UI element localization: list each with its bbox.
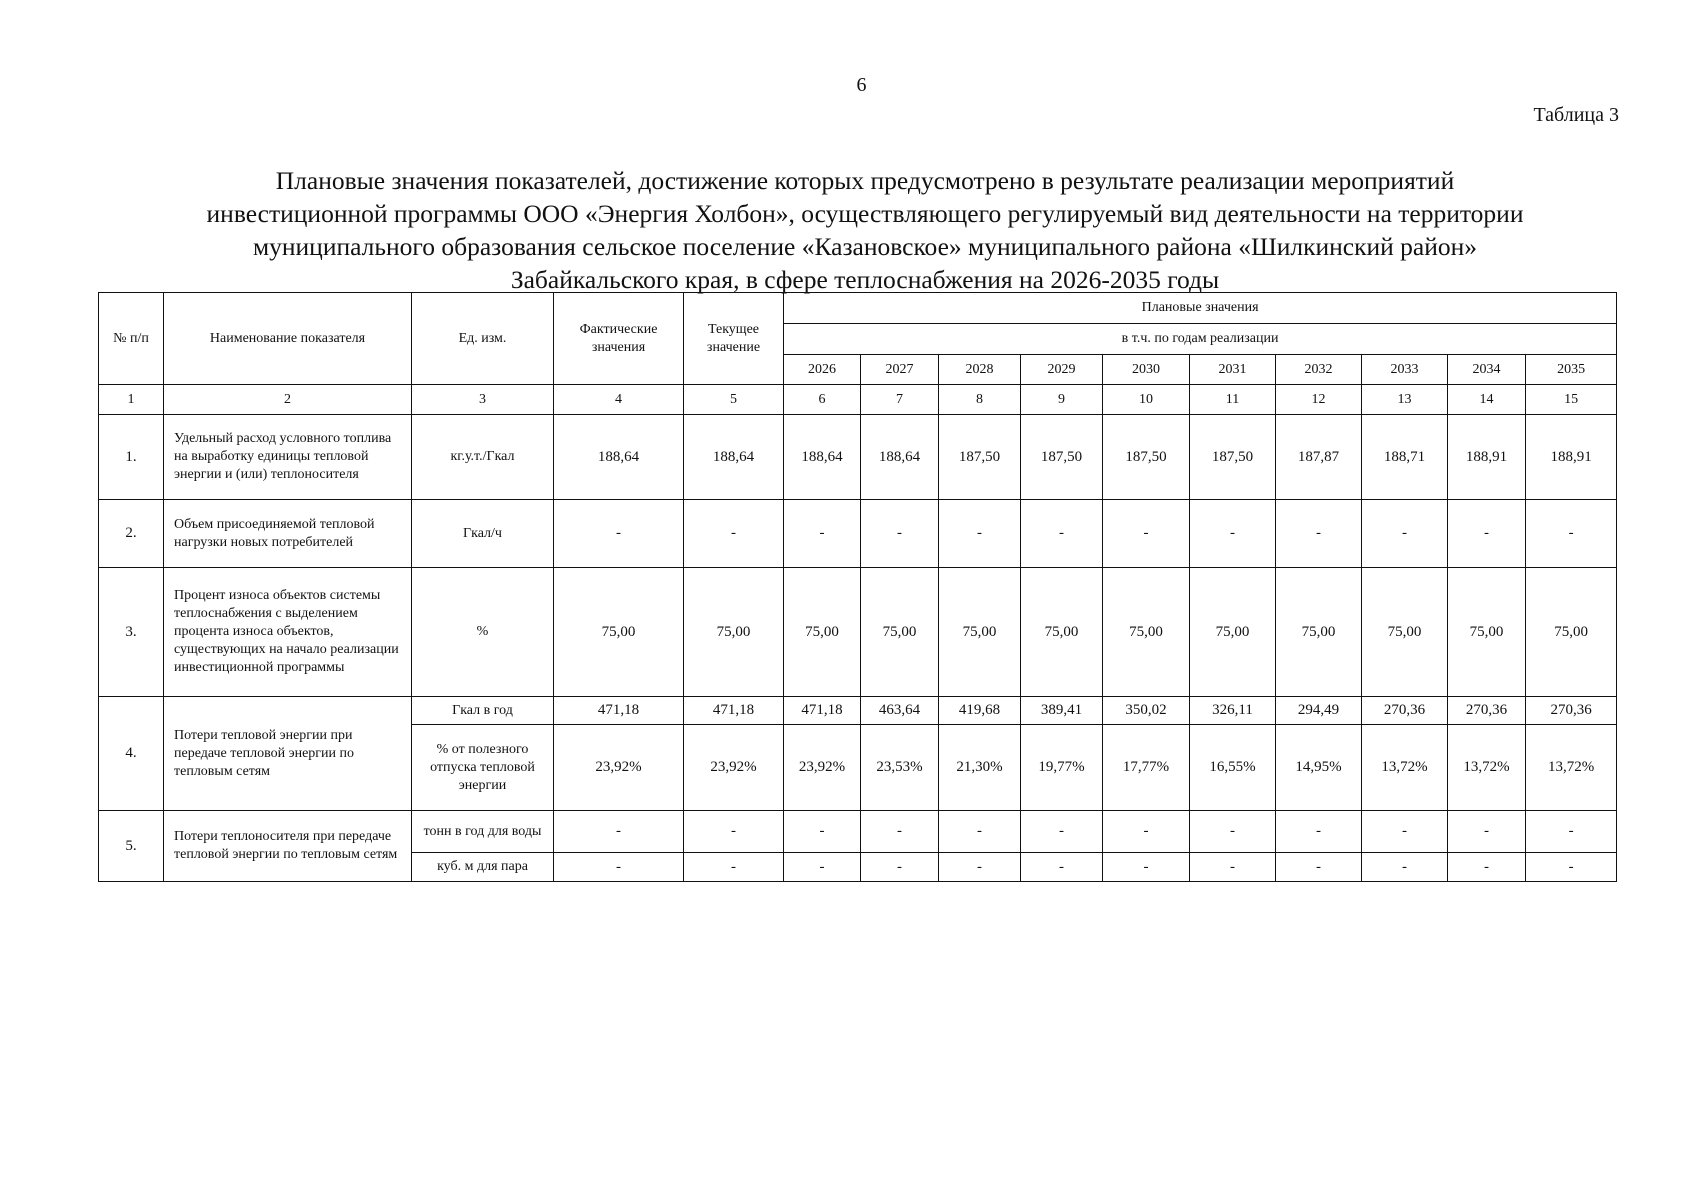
column-number: 14 — [1448, 385, 1526, 415]
header-current: Текущее значение — [684, 293, 784, 385]
year-value: 270,36 — [1448, 697, 1526, 725]
year-value: - — [1276, 853, 1362, 882]
column-number: 12 — [1276, 385, 1362, 415]
year-value: 471,18 — [784, 697, 861, 725]
year-value: 188,91 — [1526, 415, 1617, 500]
year-value: - — [1190, 500, 1276, 568]
actual-value: - — [554, 853, 684, 882]
year-value: 16,55% — [1190, 725, 1276, 811]
header-year: 2034 — [1448, 355, 1526, 385]
year-value: 23,92% — [784, 725, 861, 811]
table-row — [99, 500, 1617, 568]
year-value: 187,50 — [1190, 415, 1276, 500]
column-number: 3 — [412, 385, 554, 415]
current-value: 23,92% — [684, 725, 784, 811]
year-value: - — [861, 500, 939, 568]
year-value: - — [1448, 853, 1526, 882]
table-label: Таблица 3 — [1533, 104, 1619, 126]
year-value: 187,50 — [939, 415, 1021, 500]
year-value: 326,11 — [1190, 697, 1276, 725]
year-value: 17,77% — [1103, 725, 1190, 811]
actual-value: 188,64 — [554, 415, 684, 500]
column-number: 2 — [164, 385, 412, 415]
table-row — [99, 415, 1617, 500]
year-value: - — [784, 811, 861, 853]
actual-value: - — [554, 500, 684, 568]
year-value: - — [1276, 500, 1362, 568]
unit-cell: кг.у.т./Гкал — [412, 415, 554, 500]
column-number-row — [99, 385, 1617, 415]
header-year: 2030 — [1103, 355, 1190, 385]
column-number: 15 — [1526, 385, 1617, 415]
header-year: 2032 — [1276, 355, 1362, 385]
year-value: 75,00 — [1021, 568, 1103, 697]
page-number: 6 — [856, 74, 867, 96]
row-number: 1. — [99, 415, 164, 500]
header-year: 2026 — [784, 355, 861, 385]
unit-cell: Гкал/ч — [412, 500, 554, 568]
column-number: 1 — [99, 385, 164, 415]
title-line: Забайкальского края, в сфере теплоснабжения на 2026-2035 годы — [510, 265, 1220, 294]
year-value: - — [1103, 811, 1190, 853]
year-value: - — [1276, 811, 1362, 853]
actual-value: 471,18 — [554, 697, 684, 725]
year-value: - — [1362, 811, 1448, 853]
indicator-name: Объем присоединяемой тепловой нагрузки новых потребителей — [164, 500, 412, 568]
year-value: 75,00 — [784, 568, 861, 697]
unit-cell: Гкал в год — [412, 697, 554, 725]
column-number: 7 — [861, 385, 939, 415]
unit-cell: куб. м для пара — [412, 853, 554, 882]
unit-cell: % — [412, 568, 554, 697]
header-num: № п/п — [99, 293, 164, 385]
year-value: 389,41 — [1021, 697, 1103, 725]
year-value: 23,53% — [861, 725, 939, 811]
current-value: - — [684, 853, 784, 882]
title-line: Плановые значения показателей, достижение которых предусмотрено в результате реализации мероприятий — [275, 166, 1455, 195]
column-number: 13 — [1362, 385, 1448, 415]
header-row — [99, 293, 1617, 324]
indicator-name: Потери теплоносителя при передаче тепловой энергии по тепловым сетям — [164, 811, 412, 882]
year-value: - — [1190, 811, 1276, 853]
year-value: 187,87 — [1276, 415, 1362, 500]
year-value: - — [1103, 500, 1190, 568]
year-value: - — [1448, 811, 1526, 853]
header-year: 2033 — [1362, 355, 1448, 385]
year-value: 13,72% — [1448, 725, 1526, 811]
header-year: 2028 — [939, 355, 1021, 385]
actual-value: - — [554, 811, 684, 853]
year-value: 270,36 — [1526, 697, 1617, 725]
header-planned: Плановые значения — [784, 293, 1617, 324]
year-value: 188,64 — [861, 415, 939, 500]
year-value: - — [784, 500, 861, 568]
year-value: 188,91 — [1448, 415, 1526, 500]
current-value: 75,00 — [684, 568, 784, 697]
year-value: 21,30% — [939, 725, 1021, 811]
header-by-years: в т.ч. по годам реализации — [784, 324, 1617, 355]
table-row — [99, 568, 1617, 697]
year-value: - — [939, 853, 1021, 882]
header-name: Наименование показателя — [164, 293, 412, 385]
year-value: 14,95% — [1276, 725, 1362, 811]
year-value: 75,00 — [1103, 568, 1190, 697]
indicator-name: Процент износа объектов системы теплоснабжения с выделением процента износа объектов, существующих на начало реализации инвестиционной программы — [164, 568, 412, 697]
table-row — [99, 697, 1617, 725]
row-number: 3. — [99, 568, 164, 697]
column-number: 11 — [1190, 385, 1276, 415]
year-value: 13,72% — [1362, 725, 1448, 811]
column-number: 10 — [1103, 385, 1190, 415]
header-year: 2027 — [861, 355, 939, 385]
year-value: 188,71 — [1362, 415, 1448, 500]
indicator-name: Потери тепловой энергии при передаче тепловой энергии по тепловым сетям — [164, 697, 412, 811]
title-line: муниципального образования сельское поселение «Казановское» муниципального района «Шилкинский район» — [253, 232, 1477, 261]
year-value: 75,00 — [1190, 568, 1276, 697]
year-value: - — [1021, 811, 1103, 853]
year-value: 75,00 — [1526, 568, 1617, 697]
row-number: 5. — [99, 811, 164, 882]
year-value: 19,77% — [1021, 725, 1103, 811]
year-value: 75,00 — [1362, 568, 1448, 697]
column-number: 4 — [554, 385, 684, 415]
year-value: 350,02 — [1103, 697, 1190, 725]
year-value: 187,50 — [1103, 415, 1190, 500]
title-line: инвестиционной программы ООО «Энергия Холбон», осуществляющего регулируемый вид деятельности на территории — [206, 199, 1524, 228]
current-value: - — [684, 811, 784, 853]
year-value: - — [1362, 853, 1448, 882]
year-value: - — [1526, 811, 1617, 853]
header-year: 2035 — [1526, 355, 1617, 385]
actual-value: 23,92% — [554, 725, 684, 811]
table-row — [99, 811, 1617, 853]
year-value: - — [861, 853, 939, 882]
year-value: - — [1103, 853, 1190, 882]
indicators-table — [98, 292, 1617, 882]
unit-cell: % от полезного отпуска тепловой энергии — [412, 725, 554, 811]
year-value: - — [939, 811, 1021, 853]
column-number: 8 — [939, 385, 1021, 415]
year-value: 270,36 — [1362, 697, 1448, 725]
year-value: - — [1021, 500, 1103, 568]
year-value: 188,64 — [784, 415, 861, 500]
year-value: 75,00 — [1276, 568, 1362, 697]
year-value: - — [784, 853, 861, 882]
column-number: 6 — [784, 385, 861, 415]
header-actual: Фактические значения — [554, 293, 684, 385]
year-value: - — [1190, 853, 1276, 882]
current-value: 188,64 — [684, 415, 784, 500]
year-value: - — [1021, 853, 1103, 882]
header-unit: Ед. изм. — [412, 293, 554, 385]
year-value: 294,49 — [1276, 697, 1362, 725]
year-value: 463,64 — [861, 697, 939, 725]
current-value: 471,18 — [684, 697, 784, 725]
unit-cell: тонн в год для воды — [412, 811, 554, 853]
column-number: 9 — [1021, 385, 1103, 415]
document-title — [110, 164, 1620, 296]
indicator-name: Удельный расход условного топлива на выработку единицы тепловой энергии и (или) теплоносителя — [164, 415, 412, 500]
current-value: - — [684, 500, 784, 568]
row-number: 2. — [99, 500, 164, 568]
year-value: 419,68 — [939, 697, 1021, 725]
year-value: 187,50 — [1021, 415, 1103, 500]
row-number: 4. — [99, 697, 164, 811]
year-value: 13,72% — [1526, 725, 1617, 811]
year-value: - — [1362, 500, 1448, 568]
column-number: 5 — [684, 385, 784, 415]
header-year: 2029 — [1021, 355, 1103, 385]
year-value: - — [939, 500, 1021, 568]
year-value: - — [1526, 500, 1617, 568]
year-value: - — [1526, 853, 1617, 882]
year-value: - — [1448, 500, 1526, 568]
header-year: 2031 — [1190, 355, 1276, 385]
actual-value: 75,00 — [554, 568, 684, 697]
year-value: - — [861, 811, 939, 853]
year-value: 75,00 — [861, 568, 939, 697]
year-value: 75,00 — [939, 568, 1021, 697]
year-value: 75,00 — [1448, 568, 1526, 697]
